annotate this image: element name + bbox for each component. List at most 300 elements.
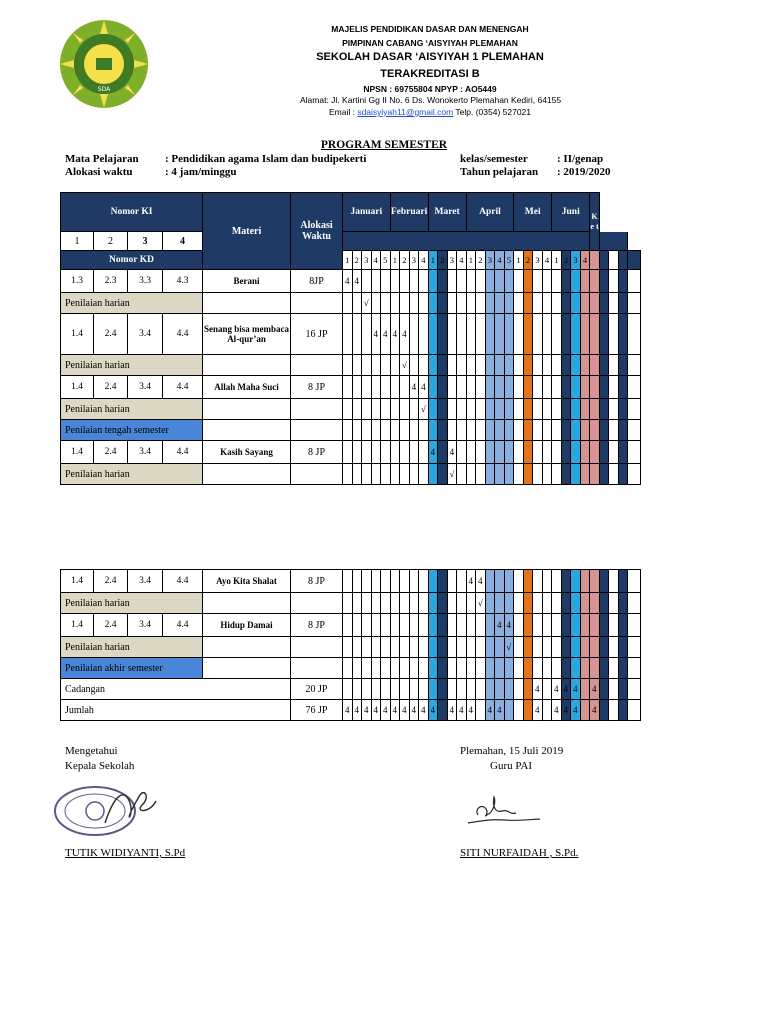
- week-mark: [352, 593, 362, 614]
- week-mark: √: [504, 637, 514, 658]
- week-mark: 4: [428, 441, 438, 464]
- week-mark: [457, 441, 467, 464]
- week-mark: [476, 314, 486, 355]
- week-mark: [609, 637, 619, 658]
- week-mark: [400, 570, 410, 593]
- week-mark: [580, 637, 590, 658]
- week-mark: 4: [571, 679, 581, 700]
- kd-cell: 2.4: [94, 376, 128, 399]
- week-mark: [618, 593, 628, 614]
- year-value: : 2019/2020: [557, 166, 611, 178]
- week-cell: 2: [523, 251, 533, 270]
- week-mark: [400, 593, 410, 614]
- week-mark: [609, 570, 619, 593]
- week-mark: √: [362, 293, 372, 314]
- week-mark: [466, 464, 476, 485]
- week-mark: [561, 376, 571, 399]
- week-mark: 4: [419, 376, 429, 399]
- week-mark: [438, 293, 448, 314]
- week-mark: 4: [400, 314, 410, 355]
- week-mark: [590, 570, 600, 593]
- week-cell: [618, 251, 628, 270]
- school-name: SEKOLAH DASAR ‘AISYIYAH 1 PLEMAHAN: [316, 51, 544, 63]
- accreditation: TERAKREDITASI B: [380, 68, 480, 80]
- week-mark: [476, 376, 486, 399]
- ket-cell: [628, 376, 641, 399]
- week-mark: [533, 355, 543, 376]
- ki-col-2: 2: [94, 232, 128, 251]
- week-mark: [419, 614, 429, 637]
- week-cell: 4: [457, 251, 467, 270]
- alokasi-cell: [291, 658, 343, 679]
- week-cell: 3: [362, 251, 372, 270]
- week-mark: [343, 314, 353, 355]
- week-mark: [571, 570, 581, 593]
- week-mark: [343, 355, 353, 376]
- week-mark: [504, 420, 514, 441]
- week-mark: [590, 614, 600, 637]
- month-februari: Februari: [390, 193, 428, 232]
- week-mark: 4: [476, 570, 486, 593]
- week-mark: [599, 420, 609, 441]
- alokasi-cell: [291, 593, 343, 614]
- kd-cell: 4.4: [163, 314, 203, 355]
- week-mark: [447, 637, 457, 658]
- week-mark: [561, 441, 571, 464]
- week-mark: [362, 399, 372, 420]
- week-mark: [457, 679, 467, 700]
- week-mark: [609, 293, 619, 314]
- week-mark: [609, 420, 619, 441]
- month-maret: Maret: [428, 193, 466, 232]
- week-mark: [618, 314, 628, 355]
- week-mark: [362, 314, 372, 355]
- week-cell: 2: [438, 251, 448, 270]
- week-cell: 3: [409, 251, 419, 270]
- week-mark: [580, 420, 590, 441]
- svg-text:SDA: SDA: [97, 86, 111, 93]
- week-mark: [504, 700, 514, 721]
- week-mark: [400, 293, 410, 314]
- week-mark: [466, 593, 476, 614]
- week-mark: [580, 679, 590, 700]
- header-line-1: MAJELIS PENDIDIKAN DASAR DAN MENENGAH: [331, 24, 529, 34]
- week-mark: [590, 593, 600, 614]
- week-mark: [542, 570, 552, 593]
- week-mark: [533, 570, 543, 593]
- week-mark: [599, 441, 609, 464]
- week-mark: [514, 355, 524, 376]
- week-mark: [533, 441, 543, 464]
- week-mark: [523, 441, 533, 464]
- week-mark: [438, 441, 448, 464]
- kd-cell: 3.4: [128, 376, 163, 399]
- month-januari: Januari: [343, 193, 391, 232]
- week-mark: [495, 314, 505, 355]
- week-cell: 3: [571, 251, 581, 270]
- school-logo: [58, 18, 150, 110]
- week-cell: 4: [580, 251, 590, 270]
- week-mark: [343, 679, 353, 700]
- week-mark: [466, 270, 476, 293]
- week-mark: [381, 270, 391, 293]
- week-mark: [561, 355, 571, 376]
- week-cell: 5: [381, 251, 391, 270]
- week-mark: 4: [533, 679, 543, 700]
- week-mark: [400, 376, 410, 399]
- week-mark: [514, 658, 524, 679]
- week-mark: [409, 614, 419, 637]
- week-cell: 3: [533, 251, 543, 270]
- week-mark: [400, 658, 410, 679]
- week-mark: [457, 270, 467, 293]
- phone: Telp. (0354) 527021: [453, 107, 532, 117]
- kd-cell: 2.4: [94, 614, 128, 637]
- week-mark: [504, 376, 514, 399]
- week-mark: [400, 441, 410, 464]
- alokasi-cell: [291, 399, 343, 420]
- week-mark: [457, 464, 467, 485]
- week-mark: [580, 593, 590, 614]
- week-mark: [371, 593, 381, 614]
- week-mark: [485, 399, 495, 420]
- week-mark: [514, 399, 524, 420]
- week-mark: [352, 399, 362, 420]
- week-mark: [428, 355, 438, 376]
- week-mark: [466, 399, 476, 420]
- week-mark: [371, 270, 381, 293]
- address: Alamat: Jl. Kartini Gg II No. 6 Ds. Wonokerto Plemahan Kediri, 64155: [300, 95, 562, 105]
- week-mark: [504, 658, 514, 679]
- week-mark: [523, 593, 533, 614]
- week-mark: [523, 399, 533, 420]
- week-mark: 4: [466, 700, 476, 721]
- week-mark: [381, 464, 391, 485]
- week-mark: [571, 614, 581, 637]
- week-mark: [457, 314, 467, 355]
- week-mark: [352, 679, 362, 700]
- week-mark: [428, 420, 438, 441]
- week-mark: [533, 399, 543, 420]
- ki-header: Nomor KI: [61, 193, 203, 232]
- materi-cell: Ayo Kita Shalat: [203, 570, 291, 593]
- week-mark: [542, 420, 552, 441]
- week-mark: [609, 399, 619, 420]
- week-mark: [542, 355, 552, 376]
- ki-col-4: 4: [163, 232, 203, 251]
- week-mark: [362, 441, 372, 464]
- assessment-label: Penilaian harian: [61, 464, 203, 485]
- week-mark: 4: [343, 700, 353, 721]
- week-mark: 4: [447, 441, 457, 464]
- week-mark: [438, 570, 448, 593]
- week-mark: [599, 614, 609, 637]
- table-row: [61, 464, 641, 485]
- week-mark: [609, 441, 619, 464]
- week-mark: [514, 270, 524, 293]
- week-mark: [428, 270, 438, 293]
- week-mark: [571, 355, 581, 376]
- week-mark: [618, 355, 628, 376]
- week-mark: [428, 399, 438, 420]
- alokasi-cell: 8 JP: [291, 376, 343, 399]
- week-mark: [485, 355, 495, 376]
- alokasi-cell: 8 JP: [291, 441, 343, 464]
- week-mark: [352, 376, 362, 399]
- week-mark: [447, 399, 457, 420]
- week-mark: [428, 679, 438, 700]
- week-mark: [485, 464, 495, 485]
- week-mark: 4: [352, 700, 362, 721]
- week-mark: [495, 293, 505, 314]
- week-mark: [447, 293, 457, 314]
- week-mark: [476, 637, 486, 658]
- kd-cell: 3.4: [128, 614, 163, 637]
- week-mark: [571, 658, 581, 679]
- kd-cell: 4.4: [163, 441, 203, 464]
- week-mark: [428, 376, 438, 399]
- week-mark: [580, 399, 590, 420]
- week-mark: √: [447, 464, 457, 485]
- materi-cell: [203, 355, 291, 376]
- week-mark: [552, 293, 562, 314]
- week-mark: [599, 314, 609, 355]
- kd-cell: 4.4: [163, 570, 203, 593]
- ket-cell: [628, 270, 641, 293]
- week-mark: [514, 679, 524, 700]
- month-spacer: [343, 232, 628, 251]
- week-cell: 1: [466, 251, 476, 270]
- week-mark: [381, 441, 391, 464]
- week-mark: [381, 679, 391, 700]
- week-mark: [485, 376, 495, 399]
- week-mark: [542, 679, 552, 700]
- subject-value: : Pendidikan agama Islam dan budipekerti: [165, 153, 367, 165]
- week-mark: [371, 637, 381, 658]
- week-mark: [609, 679, 619, 700]
- week-cell: 3: [485, 251, 495, 270]
- week-mark: [381, 399, 391, 420]
- week-mark: [599, 464, 609, 485]
- week-mark: [457, 399, 467, 420]
- week-mark: [514, 420, 524, 441]
- week-mark: [561, 270, 571, 293]
- week-mark: [381, 614, 391, 637]
- week-mark: [362, 570, 372, 593]
- week-mark: [476, 464, 486, 485]
- week-mark: [485, 314, 495, 355]
- week-mark: [571, 593, 581, 614]
- week-mark: [571, 441, 581, 464]
- week-mark: [362, 355, 372, 376]
- week-mark: [495, 399, 505, 420]
- kd-cell: 1.4: [61, 314, 94, 355]
- week-mark: 4: [533, 700, 543, 721]
- week-mark: [419, 637, 429, 658]
- week-mark: [533, 376, 543, 399]
- alokasi-cell: [291, 637, 343, 658]
- week-mark: [419, 270, 429, 293]
- week-mark: [504, 270, 514, 293]
- week-mark: [343, 593, 353, 614]
- week-mark: [447, 270, 457, 293]
- week-mark: 4: [571, 700, 581, 721]
- week-mark: [485, 441, 495, 464]
- week-mark: [438, 314, 448, 355]
- week-mark: [590, 355, 600, 376]
- header-line-2: PIMPINAN CABANG ‘AISYIYAH PLEMAHAN: [342, 38, 518, 48]
- sig-right-line1: Plemahan, 15 Juli 2019: [460, 745, 564, 757]
- week-mark: [590, 658, 600, 679]
- week-mark: [409, 593, 419, 614]
- page-title: PROGRAM SEMESTER: [320, 139, 448, 151]
- materi-cell: [203, 637, 291, 658]
- week-mark: 4: [362, 700, 372, 721]
- week-mark: √: [400, 355, 410, 376]
- week-cell: 2: [352, 251, 362, 270]
- week-cell: 2: [561, 251, 571, 270]
- materi-cell: [203, 593, 291, 614]
- week-mark: [580, 376, 590, 399]
- kd-cell: 3.4: [128, 314, 163, 355]
- week-mark: [504, 593, 514, 614]
- week-mark: [390, 570, 400, 593]
- week-mark: [552, 441, 562, 464]
- table-row: [61, 293, 641, 314]
- week-mark: [580, 314, 590, 355]
- week-mark: 4: [352, 270, 362, 293]
- week-mark: [561, 464, 571, 485]
- week-mark: 4: [381, 314, 391, 355]
- week-mark: [599, 593, 609, 614]
- alokasi-cell: [291, 420, 343, 441]
- email-link[interactable]: sdaisyiyah11@gmail.com: [357, 107, 454, 117]
- week-mark: [599, 700, 609, 721]
- week-mark: [495, 355, 505, 376]
- week-mark: [618, 376, 628, 399]
- week-mark: [390, 355, 400, 376]
- week-mark: [523, 658, 533, 679]
- week-mark: [618, 637, 628, 658]
- table-row: [61, 399, 641, 420]
- week-mark: [476, 614, 486, 637]
- week-mark: [485, 679, 495, 700]
- week-mark: [495, 441, 505, 464]
- week-mark: [514, 614, 524, 637]
- assessment-label: Penilaian harian: [61, 293, 203, 314]
- week-mark: [590, 464, 600, 485]
- week-mark: [552, 270, 562, 293]
- week-mark: [400, 464, 410, 485]
- week-mark: [552, 593, 562, 614]
- week-mark: [504, 314, 514, 355]
- week-mark: [390, 593, 400, 614]
- week-mark: [466, 420, 476, 441]
- week-mark: [352, 293, 362, 314]
- week-mark: [590, 420, 600, 441]
- table-row: [61, 441, 641, 464]
- week-mark: [542, 314, 552, 355]
- week-mark: [485, 420, 495, 441]
- week-mark: [476, 270, 486, 293]
- kd-cell: 2.3: [94, 270, 128, 293]
- week-mark: [542, 614, 552, 637]
- ket-cell: [628, 420, 641, 441]
- week-cell: 1: [552, 251, 562, 270]
- week-mark: [599, 355, 609, 376]
- week-mark: [466, 355, 476, 376]
- schedule-table-bottom: [60, 569, 641, 721]
- week-mark: [428, 593, 438, 614]
- kd-cell: 4.3: [163, 270, 203, 293]
- week-mark: [552, 614, 562, 637]
- ket-cell: [628, 399, 641, 420]
- week-mark: [466, 376, 476, 399]
- week-mark: 4: [390, 700, 400, 721]
- week-mark: [495, 376, 505, 399]
- week-mark: [352, 658, 362, 679]
- week-mark: √: [419, 399, 429, 420]
- week-mark: [409, 355, 419, 376]
- week-mark: [476, 700, 486, 721]
- ki-col-3: 3: [128, 232, 163, 251]
- week-mark: [438, 464, 448, 485]
- week-mark: [542, 637, 552, 658]
- week-mark: [381, 658, 391, 679]
- week-mark: [561, 658, 571, 679]
- week-mark: [580, 270, 590, 293]
- week-mark: [495, 658, 505, 679]
- week-mark: [371, 614, 381, 637]
- week-mark: [466, 637, 476, 658]
- materi-cell: [203, 658, 291, 679]
- week-mark: [438, 637, 448, 658]
- exam-label: Penilaian akhir semester: [61, 658, 203, 679]
- week-mark: [352, 355, 362, 376]
- week-mark: [447, 420, 457, 441]
- kd-header: Nomor KD: [61, 251, 203, 270]
- week-mark: [390, 399, 400, 420]
- week-mark: [371, 293, 381, 314]
- week-mark: [390, 658, 400, 679]
- week-mark: 4: [590, 700, 600, 721]
- week-mark: [419, 293, 429, 314]
- week-mark: [362, 270, 372, 293]
- week-mark: [571, 399, 581, 420]
- npsn: NPSN : 69755804 NPYP : AO5449: [363, 84, 497, 94]
- week-mark: [485, 637, 495, 658]
- sig-right-name: SITI NURFAIDAH , S.Pd.: [460, 847, 579, 859]
- week-mark: [419, 679, 429, 700]
- week-mark: [571, 637, 581, 658]
- week-mark: 4: [409, 700, 419, 721]
- kd-cell: 4.4: [163, 614, 203, 637]
- table-row: [61, 376, 641, 399]
- week-mark: [457, 614, 467, 637]
- week-mark: [533, 420, 543, 441]
- week-mark: [552, 399, 562, 420]
- week-mark: [343, 464, 353, 485]
- week-mark: [514, 441, 524, 464]
- week-mark: [343, 399, 353, 420]
- week-mark: 4: [371, 700, 381, 721]
- kd-cell: 1.3: [61, 270, 94, 293]
- week-mark: [447, 614, 457, 637]
- week-mark: [466, 441, 476, 464]
- week-mark: 4: [552, 700, 562, 721]
- assessment-label: Penilaian harian: [61, 593, 203, 614]
- week-mark: [542, 270, 552, 293]
